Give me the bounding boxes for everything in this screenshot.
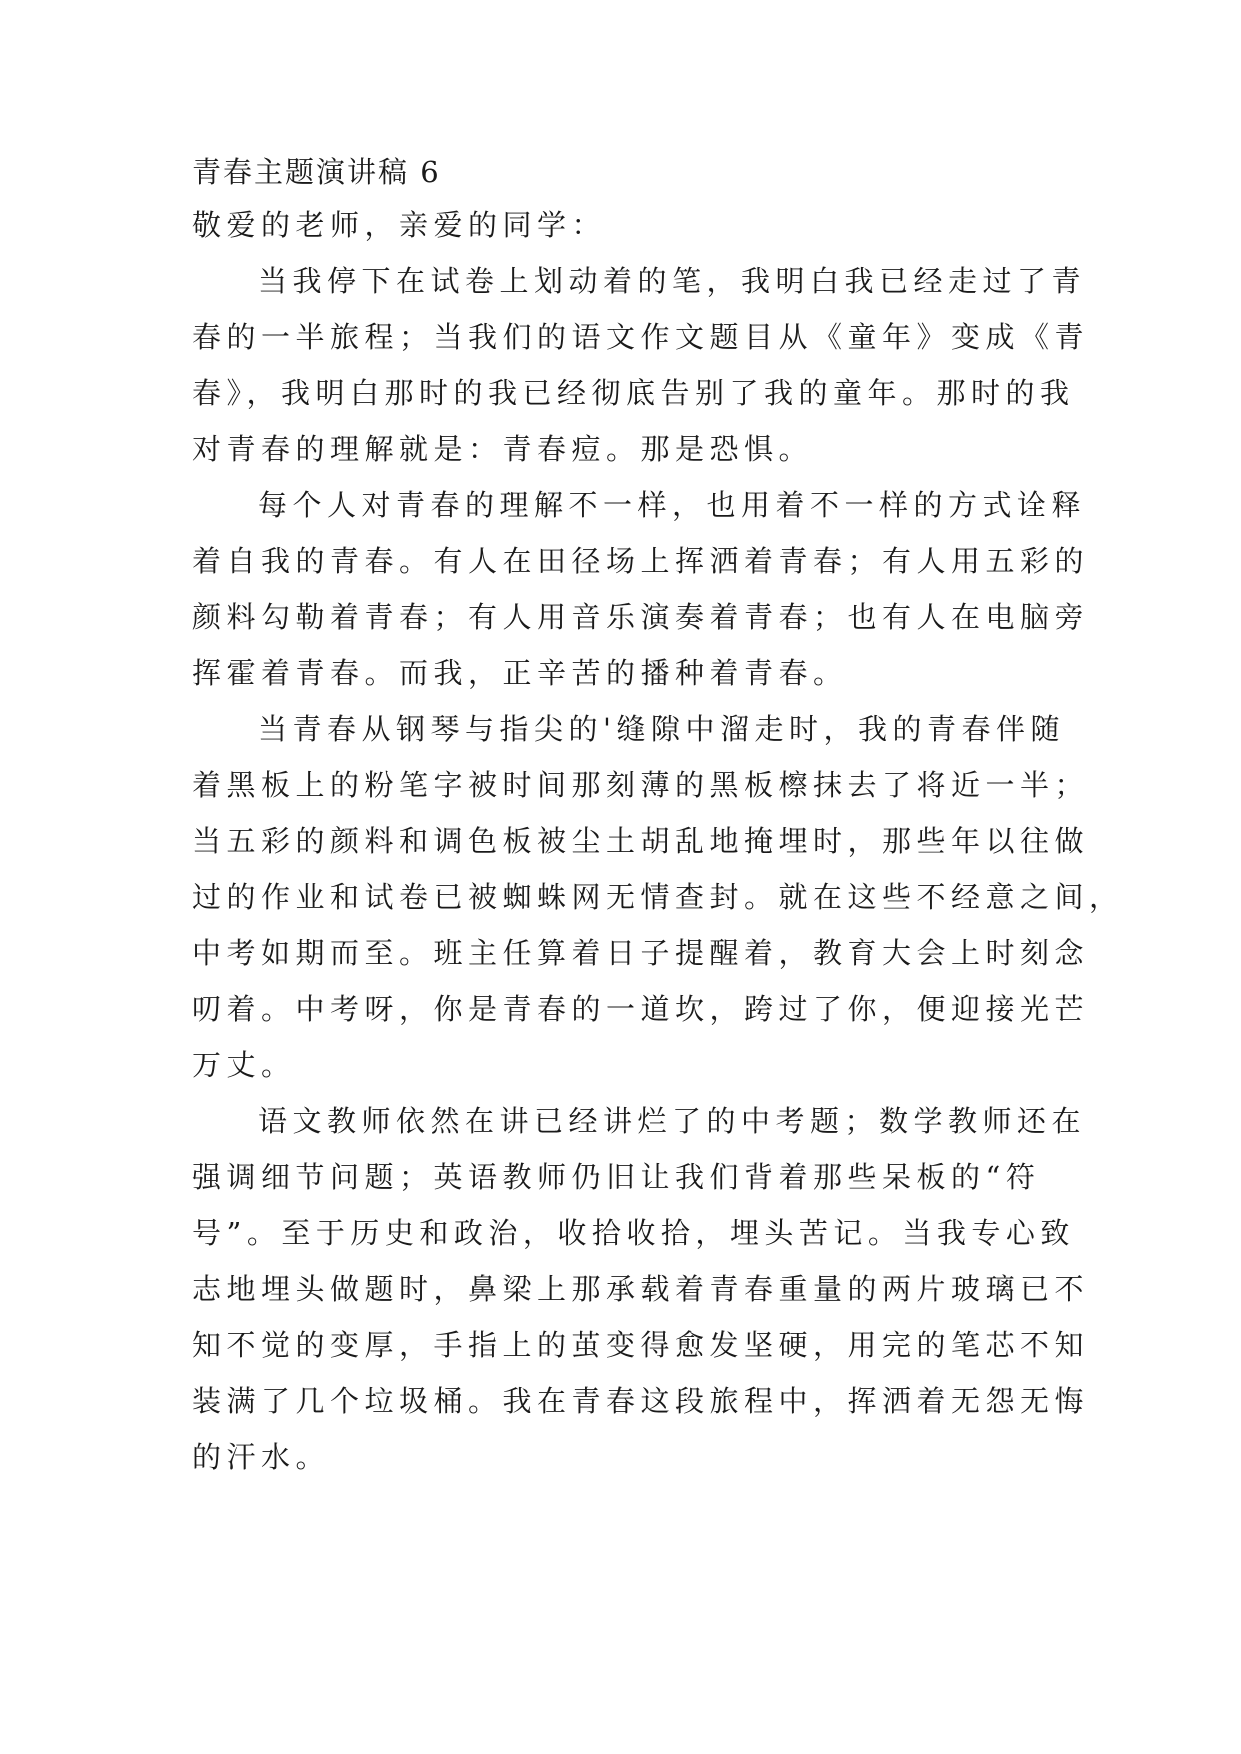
paragraph-line: 当五彩的颜料和调色板被尘土胡乱地掩埋时，那些年以往做 [192, 824, 1090, 858]
paragraph-line: 的汗水。 [192, 1440, 331, 1474]
paragraph-4 [192, 1093, 1090, 1485]
paragraph-line: 过的作业和试卷已被蜘蛛网无情查封。就在这些不经意之间， [192, 880, 1124, 914]
paragraph-line: 万丈。 [192, 1048, 296, 1082]
document-body [192, 147, 1124, 1485]
document-title: 青春主题演讲稿 6 [192, 155, 441, 189]
paragraph-line: 号”。至于历史和政治，收拾收拾，埋头苦记。当我专心致 [192, 1216, 1075, 1250]
paragraph-line: 着自我的青春。有人在田径场上挥洒着青春；有人用五彩的 [192, 544, 1090, 578]
paragraph-line: 中考如期而至。班主任算着日子提醒着，教育大会上时刻念 [192, 936, 1090, 970]
paragraph-line: 当青春从钢琴与指尖的'缝隙中溜走时，我的青春伴随 [258, 712, 1065, 746]
paragraph-line: 着黑板上的粉笔字被时间那刻薄的黑板檫抹去了将近一半； [192, 768, 1090, 802]
paragraph-line: 对青春的理解就是：青春痘。那是恐惧。 [192, 432, 814, 466]
paragraph-line: 当我停下在试卷上划动着的笔，我明白我已经走过了青 [258, 264, 1087, 298]
paragraph-2 [192, 477, 1090, 701]
paragraph-1 [192, 253, 1090, 477]
paragraph-line: 知不觉的变厚，手指上的茧变得愈发坚硬，用完的笔芯不知 [192, 1328, 1090, 1362]
paragraph-line: 叨着。中考呀，你是青春的一道坎，跨过了你，便迎接光芒 [192, 992, 1090, 1026]
paragraph-3 [192, 701, 1124, 1093]
paragraph-line: 春的一半旅程；当我们的语文作文题目从《童年》变成《青 [192, 320, 1090, 354]
paragraph-line: 春》，我明白那时的我已经彻底告别了我的童年。那时的我 [192, 376, 1075, 410]
paragraph-line: 志地埋头做题时，鼻梁上那承载着青春重量的两片玻璃已不 [192, 1272, 1090, 1306]
paragraph-line: 挥霍着青春。而我，正辛苦的播种着青春。 [192, 656, 848, 690]
paragraph-line: 语文教师依然在讲已经讲烂了的中考题；数学教师还在 [258, 1104, 1087, 1138]
paragraph-line: 强调细节问题；英语教师仍旧让我们背着那些呆板的“符 [192, 1160, 1041, 1194]
paragraph-line: 颜料勾勒着青春；有人用音乐演奏着青春；也有人在电脑旁 [192, 600, 1090, 634]
paragraph-line: 装满了几个垃圾桶。我在青春这段旅程中，挥洒着无怨无悔 [192, 1384, 1090, 1418]
paragraph-line: 每个人对青春的理解不一样，也用着不一样的方式诠释 [258, 488, 1087, 522]
salutation: 敬爱的老师，亲爱的同学： [192, 208, 607, 242]
